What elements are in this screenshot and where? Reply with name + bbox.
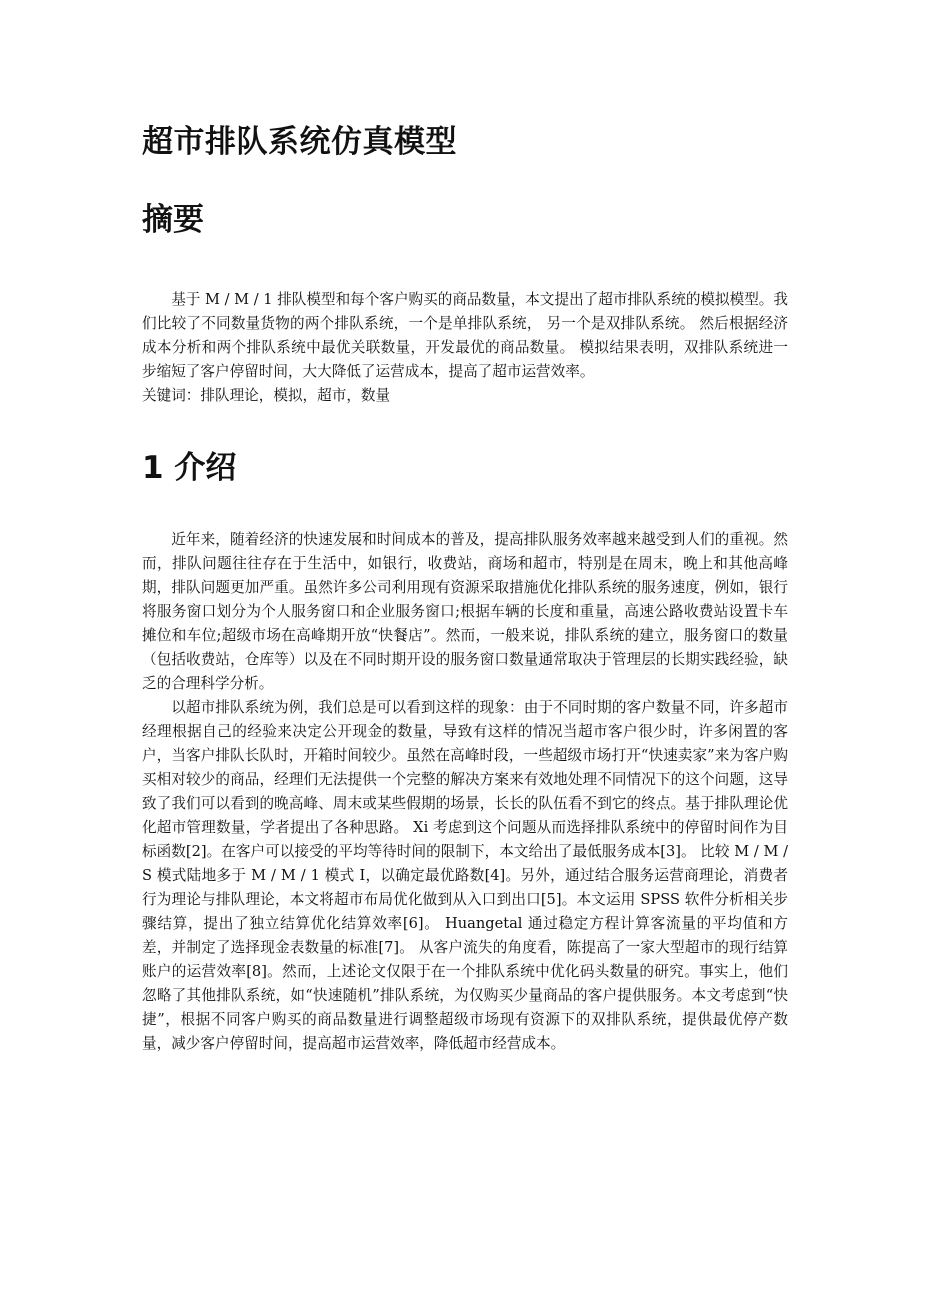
paper-title: 超市排队系统仿真模型 <box>142 124 457 160</box>
abstract-heading: 摘要 <box>142 202 204 238</box>
keywords-line: 关键词：排队理论，模拟，超市，数量 <box>142 387 391 404</box>
introduction-paragraph: 近年来，随着经济的快速发展和时间成本的普及，提高排队服务效率越来越受到人们的重视。然而，排队问题往往存在于生活中，如银行，收费站，商场和超市，特别是在周末，晚上和其他高峰期，排队问题更加严重。虽然许多公司利用现有资源采取措施优化排队系统的服务速度，例如，银行将服务窗口划分为个人服务窗口和企业服务窗口;根据车辆的长度和重量，高速公路收费站设置卡车摊位和车位;超级市场在高峰期开放“快餐店”。然而，一般来说，排队系统的建立，服务窗口的数量（包括收费站，仓库等）以及在不同时期开设的服务窗口数量通常取决于管理层的长期实践经验，缺乏的合理科学分析。 <box>142 531 788 692</box>
abstract-text: 基于 M / M / 1 排队模型和每个客户购买的商品数量，本文提出了超市排队系统的模拟模型。我们比较了不同数量货物的两个排队系统，一个是单排队系统， 另一个是双排队系统。 然后根据经济成本分析和两个排队系统中最优关联数量，开发最优的商品数量。 模拟结果表明，双排队系统进一步缩短了客户停留时间，大大降低了运营成本，提高了超市运营效率。 <box>142 291 788 380</box>
introduction-heading: 1 介绍 <box>142 450 237 486</box>
document-body <box>142 116 788 1056</box>
introduction-paragraph: 以超市排队系统为例，我们总是可以看到这样的现象：由于不同时期的客户数量不同，许多超市经理根据自己的经验来决定公开现金的数量，导致有这样的情况当超市客户很少时，许多闲置的客户，当客户排队长队时，开箱时间较少。虽然在高峰时段，一些超级市场打开“快速卖家”来为客户购买相对较少的商品，经理们无法提供一个完整的解决方案来有效地处理不同情况下的这个问题，这导致了我们可以看到的晚高峰、周末或某些假期的场景，长长的队伍看不到它的终点。基于排队理论优化超市管理数量，学者提出了各种思路。 Xi 考虑到这个问题从而选择排队系统中的停留时间作为目标函数[2]。在客户可以接受的平均等待时间的限制下，本文给出了最低服务成本[3]。 比较 M / M / S 模式陆地多于 M / M / 1 模式 I，以确定最优路数[4]。另外，通过结合服务运营商理论，消费者行为理论与排队理论，本文将超市布局优化做到从入口到出口[5]。本文运用 SPSS 软件分析相关步骤结算，提出了独立结算优化结算效率[6]。 Huangetal 通过稳定方程计算客流量的平均值和方差，并制定了选择现金表数量的标准[7]。 从客户流失的角度看，陈提高了一家大型超市的现行结算账户的运营效率[8]。然而，上述论文仅限于在一个排队系统中优化码头数量的研究。事实上，他们忽略了其他排队系统，如“快速随机”排队系统，为仅购买少量商品的客户提供服务。本文考虑到“快捷”，根据不同客户购买的商品数量进行调整超级市场现有资源下的双排队系统，提供最优停产数量，减少客户停留时间，提高超市运营效率，降低超市经营成本。 <box>142 699 788 1052</box>
